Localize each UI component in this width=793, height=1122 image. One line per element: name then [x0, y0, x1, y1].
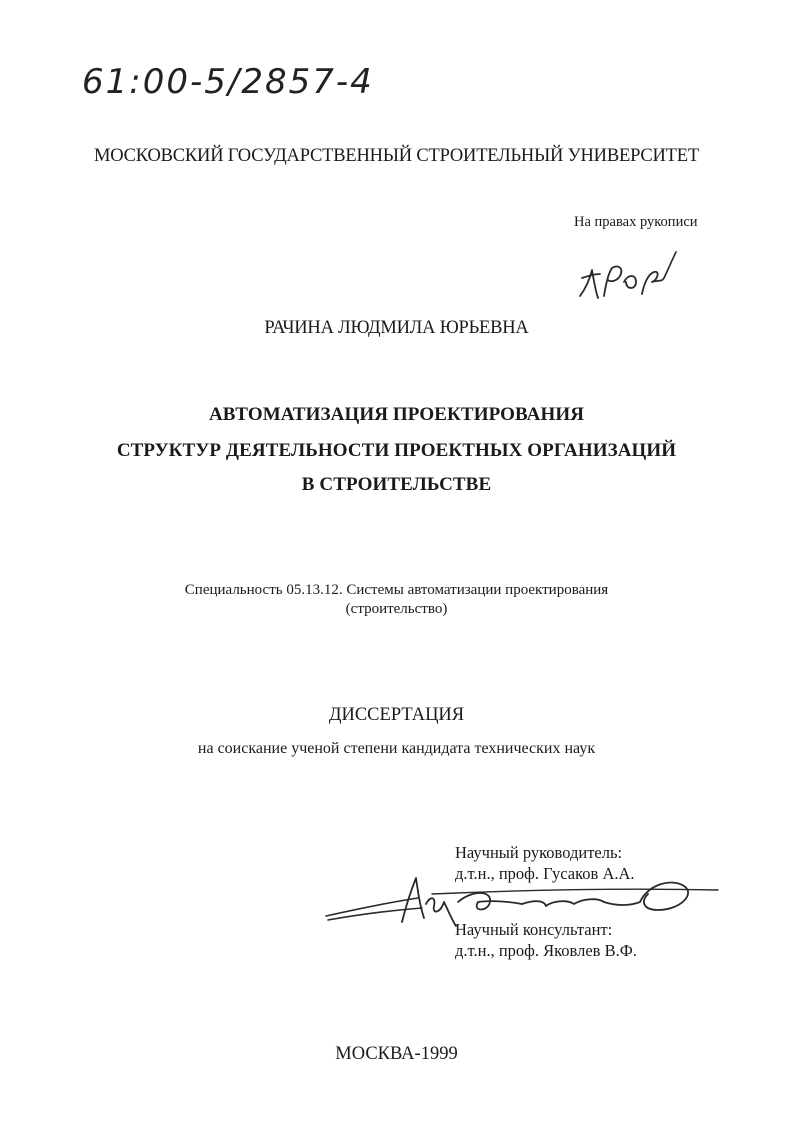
specialty-line-1: Специальность 05.13.12. Системы автоматизации проектирования	[184, 582, 609, 598]
city-year: МОСКВА-1999	[335, 1044, 458, 1064]
university-name: МОСКОВСКИЙ ГОСУДАРСТВЕННЫЙ СТРОИТЕЛЬНЫЙ УНИВЕРСИТЕТ	[94, 146, 699, 166]
advisor-name: д.т.н., проф. Гусаков А.А.	[455, 864, 635, 883]
dissertation-heading: ДИССЕРТАЦИЯ	[328, 705, 465, 725]
consultant-label: Научный консультант:	[455, 920, 613, 939]
catalog-number: 61:00-5/2857-4	[82, 62, 374, 102]
author-signature	[572, 248, 682, 308]
thesis-title-line-3: В СТРОИТЕЛЬСТВЕ	[301, 474, 492, 495]
consultant-name: д.т.н., проф. Яковлев В.Ф.	[455, 941, 637, 960]
thesis-title-line-1: АВТОМАТИЗАЦИЯ ПРОЕКТИРОВАНИЯ	[208, 404, 585, 425]
rights-note: На правах рукописи	[574, 214, 698, 230]
specialty-line-2: (строительство)	[345, 601, 448, 617]
thesis-title-line-2: СТРУКТУР ДЕЯТЕЛЬНОСТИ ПРОЕКТНЫХ ОРГАНИЗАЦИЙ	[116, 440, 677, 461]
advisor-label: Научный руководитель:	[455, 843, 623, 862]
dissertation-degree: на соискание ученой степени кандидата технических наук	[197, 740, 596, 757]
author-name: РАЧИНА ЛЮДМИЛА ЮРЬЕВНА	[264, 318, 529, 338]
